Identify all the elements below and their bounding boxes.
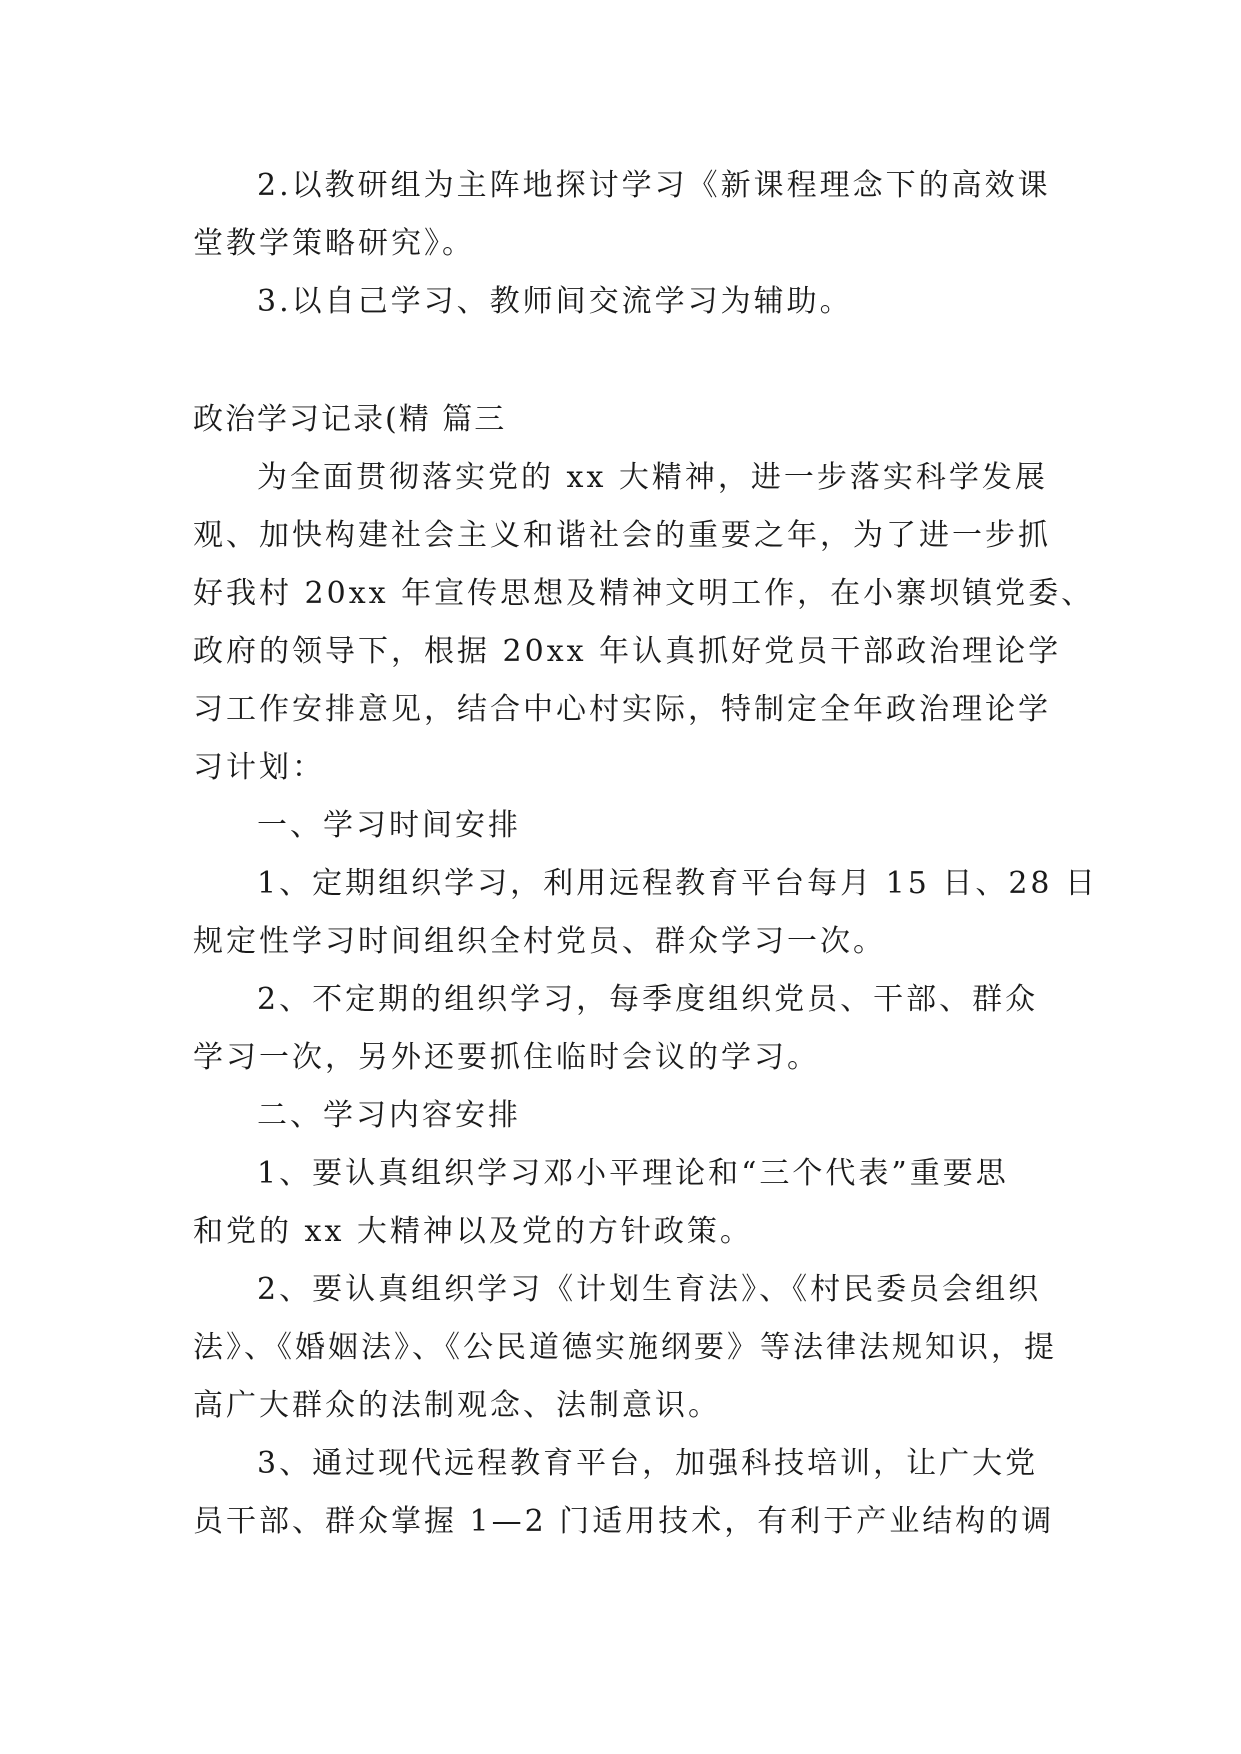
paragraph-line: 3.以自己学习、教师间交流学习为辅助。 bbox=[257, 284, 853, 319]
paragraph-line: 3、通过现代远程教育平台，加强科技培训，让广大党 bbox=[257, 1446, 1039, 1481]
paragraph-line: 1、要认真组织学习邓小平理论和“三个代表”重要思 bbox=[257, 1156, 1009, 1191]
paragraph-line: 2、要认真组织学习《计划生育法》、《村民委员会组织 bbox=[257, 1272, 1042, 1307]
paragraph-line: 为全面贯彻落实党的 xx 大精神，进一步落实科学发展 bbox=[257, 460, 1048, 495]
paragraph-line: 学习一次，另外还要抓住临时会议的学习。 bbox=[193, 1040, 820, 1075]
paragraph-line: 观、加快构建社会主义和谐社会的重要之年，为了进一步抓 bbox=[193, 518, 1051, 553]
subheading-line: 一、学习时间安排 bbox=[257, 808, 521, 843]
paragraph-line: 堂教学策略研究》。 bbox=[193, 226, 475, 261]
top-paragraphs bbox=[193, 157, 1053, 331]
paragraph-line: 2、不定期的组织学习，每季度组织党员、干部、群众 bbox=[257, 982, 1039, 1017]
paragraph-line: 习计划： bbox=[193, 750, 325, 785]
paragraph-line: 好我村 20xx 年宣传思想及精神文明工作，在小寨坝镇党委、 bbox=[193, 576, 1095, 611]
paragraph-line: 1、定期组织学习，利用远程教育平台每月 15 日、28 日 bbox=[257, 866, 1099, 901]
body-paragraphs bbox=[193, 449, 1099, 1551]
paragraph-line: 习工作安排意见，结合中心村实际，特制定全年政治理论学 bbox=[193, 692, 1051, 727]
paragraph-line: 法》、《婚姻法》、《公民道德实施纲要》等法律法规知识，提 bbox=[193, 1330, 1057, 1365]
paragraph-line: 和党的 xx 大精神以及党的方针政策。 bbox=[193, 1214, 753, 1249]
paragraph-line: 员干部、群众掌握 1—2 门适用技术，有利于产业结构的调 bbox=[193, 1504, 1055, 1539]
paragraph-line: 规定性学习时间组织全村党员、群众学习一次。 bbox=[193, 924, 886, 959]
paragraph-line: 2.以教研组为主阵地探讨学习《新课程理念下的高效课 bbox=[257, 168, 1051, 203]
paragraph-line: 高广大群众的法制观念、法制意识。 bbox=[193, 1388, 721, 1423]
section-title-text: 政治学习记录(精 篇三 bbox=[193, 402, 507, 437]
paragraph-line: 政府的领导下，根据 20xx 年认真抓好党员干部政治理论学 bbox=[193, 634, 1062, 669]
subheading-line: 二、学习内容安排 bbox=[257, 1098, 521, 1133]
section-title bbox=[193, 391, 1053, 449]
